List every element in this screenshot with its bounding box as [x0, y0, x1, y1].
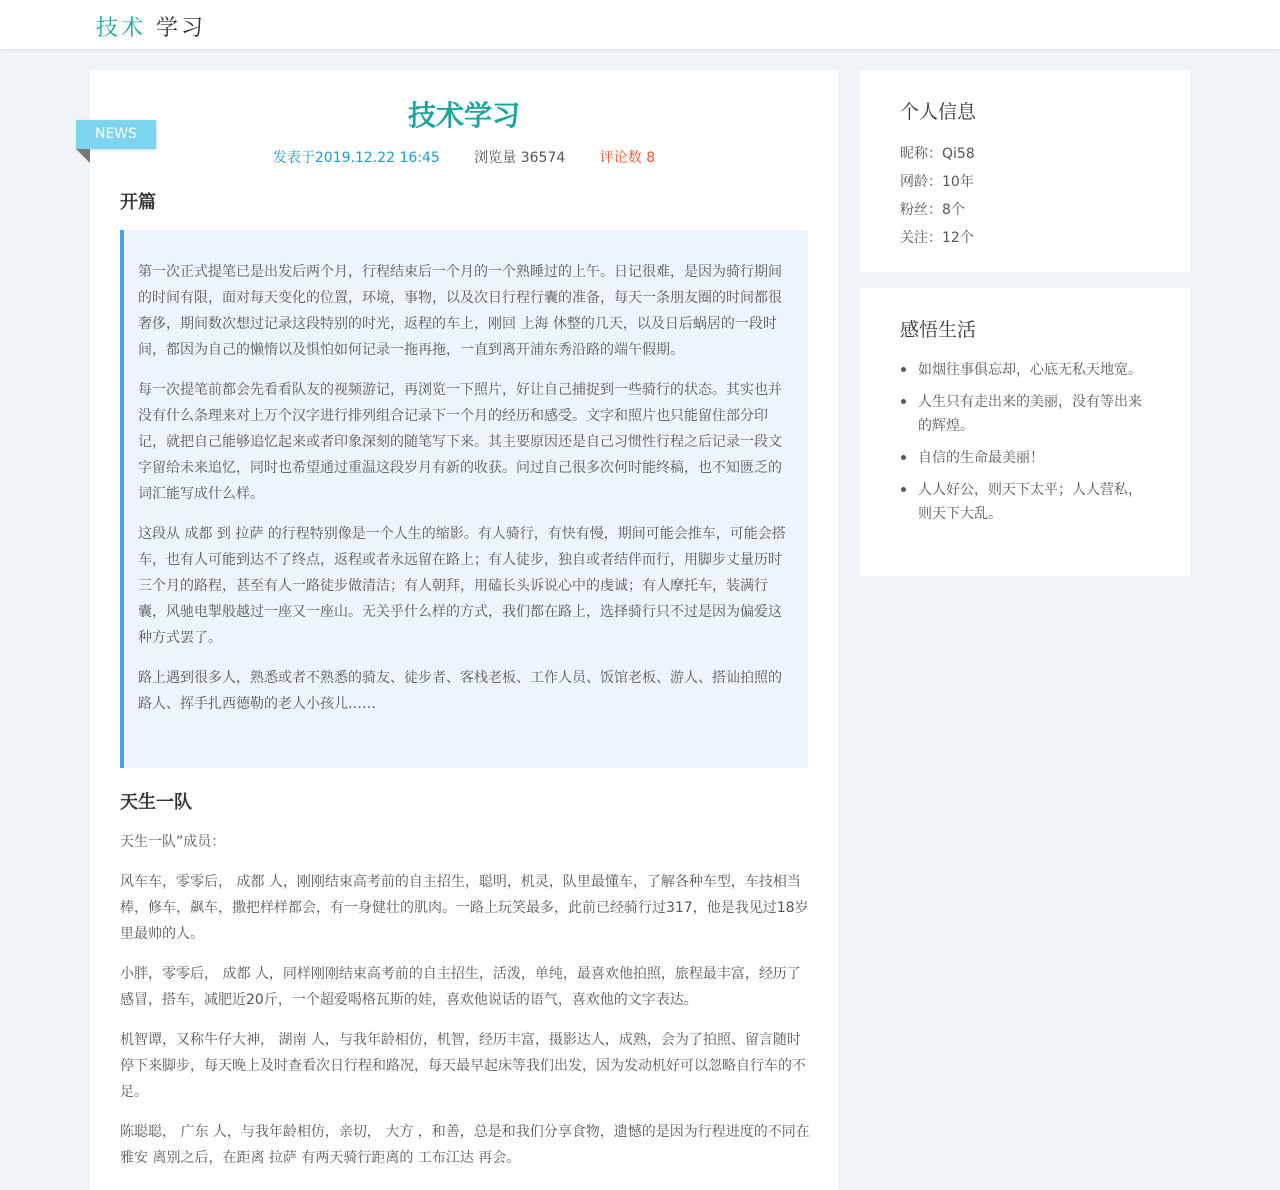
profile-card	[860, 70, 1190, 272]
logo-text-secondary: 学习	[156, 16, 207, 41]
profile-age: 网龄：10年	[900, 174, 974, 190]
body-paragraph: 天生一队”成员：	[120, 834, 226, 850]
life-title: 感悟生活	[900, 319, 977, 341]
body-paragraph: 小胖，零零后， 成都 人，同样刚刚结束高考前的自主招生，活泼，单纯，最喜欢他拍照，旅程最丰富，经历了感冒，搭车，减肥近20斤，一个超爱喝格瓦斯的娃，喜欢他说话的语气，喜欢他的文字表达。	[120, 966, 801, 1008]
quote-paragraph: 每一次提笔前都会先看看队友的视频游记，再浏览一下照片，好让自己捕捉到一些骑行的状态。其实也并没有什么条理来对上万个汉字进行排列组合记录下一个月的经历和感受。文字和照片也只能留住部分印记，就把自己能够追忆起来或者印象深刻的随笔写下来。其主要原因还是自己习惯性行程之后记录一段文字留给未来追忆，同时也希望通过重温这段岁月有新的收获。问过自己很多次何时能终稿，也不知匮乏的词汇能写成什么样。	[138, 382, 782, 502]
view-count: 浏览量 36574	[474, 150, 566, 166]
quote-paragraph: 这段从 成都 到 拉萨 的行程特别像是一个人生的缩影。有人骑行，有快有慢，期间可能会推车，可能会搭车，也有人可能到达不了终点，返程或者永远留在路上；有人徒步，独自或者结伴而行，用脚步丈量历时三个月的路程，甚至有人一路徒步做清洁；有人朝拜，用磕长头诉说心中的虔诚；有人摩托车，装满行囊，风驰电掣般越过一座又一座山。无关乎什么样的方式，我们都在路上，选择骑行只不过是因为偏爱这种方式罢了。	[138, 526, 786, 646]
profile-following: 关注：12个	[900, 230, 974, 246]
list-item[interactable]: 人生只有走出来的美丽，没有等出来的辉煌。	[900, 390, 1150, 438]
news-badge: NEWS	[76, 120, 156, 149]
body-paragraph: 陈聪聪， 广东 人，与我年龄相仿，亲切， 大方 ，和善，总是和我们分享食物，遗憾的是因为行程进度的不同在 雅安 离别之后，在距离 拉萨 有两天骑行距离的 工布江达 再会。	[120, 1124, 810, 1166]
profile-nickname: 昵称：Qi58	[900, 146, 975, 162]
comment-count[interactable]: 评论数 8	[599, 150, 656, 166]
site-logo[interactable]	[96, 11, 206, 42]
profile-info-list	[900, 140, 1150, 252]
quote-paragraph: 路上遇到很多人，熟悉或者不熟悉的骑友、徒步者、客栈老板、工作人员、饭馆老板、游人、搭讪拍照的路人、挥手扎西德勒的老人小孩儿……	[138, 670, 782, 712]
list-item[interactable]: 如烟往事俱忘却，心底无私天地宽。	[900, 358, 1150, 382]
body-paragraph: 风车车，零零后， 成都 人，刚刚结束高考前的自主招生，聪明，机灵，队里最懂车，了解各种车型，车技相当棒，修车，飙车，撒把样样都会，有一身健壮的肌肉。一路上玩笑最多，此前已经骑行过317，他是我见过18岁里最帅的人。	[120, 874, 809, 942]
profile-title: 个人信息	[900, 101, 977, 123]
section-heading-opening: 开篇	[120, 192, 156, 213]
section-heading-team: 天生一队	[120, 792, 192, 813]
team-body	[120, 829, 810, 1185]
opening-quote-block	[120, 230, 808, 768]
article-title: 技术学习	[407, 99, 520, 132]
list-item[interactable]: 自信的生命最美丽！	[900, 446, 1150, 470]
life-card	[860, 288, 1190, 576]
article-meta	[90, 147, 838, 167]
life-quote-list	[900, 358, 1150, 526]
quote-paragraph: 第一次正式提笔已是出发后两个月，行程结束后一个月的一个熟睡过的上午。日记很难，是因为骑行期间的时间有限，面对每天变化的位置，环境，事物，以及次日行程行囊的准备，每天一条朋友圈的时间都很奢侈，期间数次想过记录这段特别的时光，返程的车上，刚回 上海 休整的几天，以及日后蜗居的一段时间，都因为自己的懒惰以及惧怕如何记录一拖再拖，一直到离开浦东秀沿路的端午假期。	[138, 264, 782, 358]
body-paragraph: 机智谭，又称牛仔大神， 湖南 人，与我年龄相仿，机智，经历丰富，摄影达人，成熟，会为了拍照、留言随时停下来脚步，每天晚上及时查看次日行程和路况，每天最早起床等我们出发，因为发动机好可以忽略自行车的不足。	[120, 1032, 806, 1100]
profile-fans: 粉丝：8个	[900, 202, 965, 218]
top-navbar	[0, 0, 1280, 50]
publish-date: 发表于2019.12.22 16:45	[272, 150, 440, 166]
list-item[interactable]: 人人好公，则天下太平；人人营私，则天下大乱。	[900, 478, 1150, 526]
news-badge-fold	[76, 149, 90, 163]
logo-text-primary: 技术	[96, 16, 147, 41]
